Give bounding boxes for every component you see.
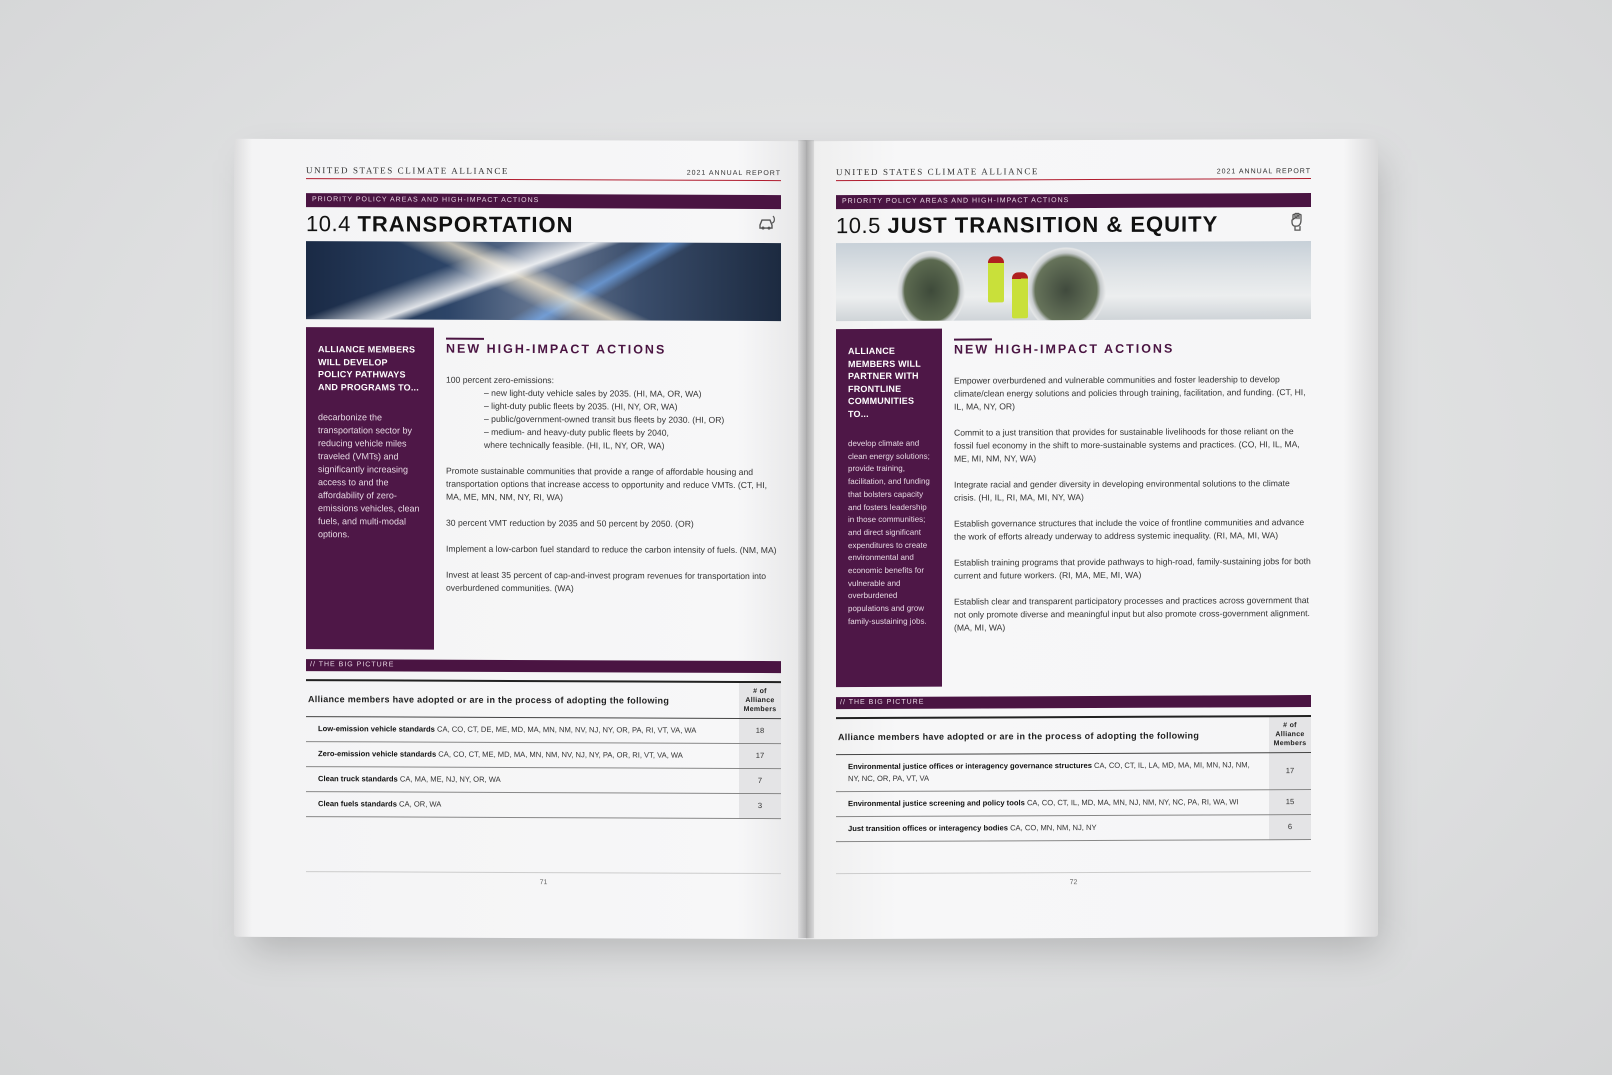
row-states: CA, CO, MN, NM, NJ, NY: [1010, 822, 1097, 833]
table-row: [836, 753, 1311, 792]
running-report: 2021 ANNUAL REPORT: [1216, 168, 1311, 176]
section-title: [836, 211, 1218, 239]
section-number: 10.5: [836, 212, 881, 239]
row-states: CA, MA, ME, NJ, NY, OR, WA: [399, 774, 501, 784]
heading-rule: [954, 338, 992, 340]
action-subitem: – new light-duty vehicle sales by 2035. (HI, MA, OR, WA): [484, 387, 702, 399]
sidebar-box: [306, 327, 434, 650]
left-page: [234, 139, 806, 939]
action-lead: 100 percent zero-emissions:: [446, 374, 554, 386]
sidebar-body: decarbonize the transportation sector by reducing vehicle miles traveled (VMTs) and significantly increasing access to and the affordability of zero-emissions vehicles, clean fuels, and multi-modal options.: [318, 412, 420, 540]
heading-rule: [446, 338, 484, 340]
section-band: PRIORITY POLICY AREAS AND HIGH-IMPACT ACTIONS: [306, 193, 781, 209]
section-number: 10.4: [306, 211, 351, 237]
sidebar-box: [836, 329, 942, 687]
action-item: Establish clear and transparent participatory processes and practices across government that not only promote diverse and meaningful input but also promote cross-government alignment. (MA, MI, WA): [954, 595, 1310, 633]
big-picture-table: [836, 715, 1311, 842]
row-count: 3: [739, 793, 781, 818]
worker-figure: [1012, 272, 1028, 318]
section-name: TRANSPORTATION: [357, 211, 574, 238]
sidebar-lead: ALLIANCE MEMBERS WILL PARTNER WITH FRONTLINE COMMUNITIES TO...: [848, 345, 921, 419]
table-row: [306, 717, 781, 744]
hero-image-highway: [306, 241, 781, 321]
page-number: 72: [836, 871, 1311, 887]
action-item: Commit to a just transition that provides for sustainable livelihoods for those reliant on the fossil fuel economy in the shift to more-sustainable systems and practices. (CO, HI, IL, MA, ME, MI, NM, NY, WA): [954, 426, 1300, 464]
table-row: [836, 815, 1311, 842]
action-item: Implement a low-carbon fuel standard to reduce the carbon intensity of fuels. (NM, MA): [446, 543, 777, 556]
table-row: [306, 767, 781, 794]
sidebar-lead: ALLIANCE MEMBERS WILL DEVELOP POLICY PATHWAYS AND PROGRAMS TO...: [318, 344, 419, 393]
running-org: UNITED STATES CLIMATE ALLIANCE: [306, 165, 510, 176]
table-row: [306, 742, 781, 769]
page-number: 71: [306, 871, 781, 887]
table-header: Alliance members have adopted or are in the process of adopting the following: [836, 716, 1269, 754]
actions-column: [434, 328, 781, 652]
section-band: PRIORITY POLICY AREAS AND HIGH-IMPACT ACTIONS: [836, 193, 1311, 209]
action-subitem: – public/government-owned transit bus fleets by 2030. (HI, OR): [484, 413, 725, 425]
row-count: 17: [1269, 753, 1311, 790]
big-picture-band: // THE BIG PICTURE: [306, 659, 781, 673]
action-item: Integrate racial and gender diversity in developing environmental solutions to the climate crisis. (HI, IL, RI, MA, MI, NY, WA): [954, 478, 1290, 503]
table-row: [306, 792, 781, 819]
actions-column: [942, 327, 1311, 687]
section-title-row: [836, 207, 1311, 243]
hero-image-turbine: [836, 241, 1311, 321]
row-states: CA, CO, CT, ME, MD, MA, MN, NM, NV, NJ, NY, PA, OR, RI, VT, VA, WA: [438, 749, 683, 760]
row-name: Low-emission vehicle standards: [318, 724, 435, 734]
running-org: UNITED STATES CLIMATE ALLIANCE: [836, 166, 1040, 178]
action-item: Empower overburdened and vulnerable communities and foster leadership to develop climate/clean energy solutions and policies through training, facilitation, and funding. (CT, HI, IL, MA, NY, OR): [954, 374, 1306, 412]
action-subitem: – light-duty public fleets by 2035. (HI, NY, OR, WA): [484, 400, 678, 412]
row-name: Zero-emission vehicle standards: [318, 749, 437, 759]
row-states: CA, CO, CT, IL, LA, MD, MA, MI, MN, NJ, NM, NY, NC, OR, PA, VT, VA: [848, 760, 1250, 784]
section-title-row: [306, 207, 781, 243]
actions-heading: NEW HIGH-IMPACT ACTIONS: [954, 341, 1175, 357]
big-picture-table: [306, 679, 781, 819]
running-header: [306, 161, 781, 181]
row-name: Clean fuels standards: [318, 799, 397, 809]
action-item: Invest at least 35 percent of cap-and-invest program revenues for transportation into overburdened communities. (WA): [446, 569, 767, 594]
actions-heading: NEW HIGH-IMPACT ACTIONS: [446, 341, 667, 357]
row-name: Just transition offices or interagency bodies: [848, 823, 1008, 834]
row-states: CA, CO, CT, DE, ME, MD, MA, MN, NM, NV, NJ, NY, OR, PA, RI, VT, VA, WA: [437, 724, 697, 735]
running-header: [836, 161, 1311, 181]
row-states: CA, OR, WA: [399, 799, 442, 809]
row-count: 7: [739, 768, 781, 793]
section-name: JUST TRANSITION & EQUITY: [887, 211, 1219, 238]
table-row: [836, 790, 1311, 817]
row-states: CA, CO, CT, IL, MD, MA, MN, NJ, NM, NY, NC, PA, RI, WA, WI: [1026, 797, 1239, 808]
row-name: Environmental justice offices or interagency governance structures: [848, 761, 1092, 772]
row-name: Environmental justice screening and policy tools: [848, 798, 1025, 809]
car-charging-icon: [757, 213, 777, 239]
action-item: Establish training programs that provide pathways to high-road, family-sustaining jobs for both current and future workers. (RI, MA, ME, MI, WA): [954, 556, 1311, 581]
section-title: [306, 211, 574, 238]
big-picture-band: // THE BIG PICTURE: [836, 695, 1311, 709]
running-report: 2021 ANNUAL REPORT: [686, 169, 781, 178]
row-count: 6: [1269, 815, 1311, 840]
row-count: 17: [739, 743, 781, 768]
table-count-header: # of Alliance Members: [739, 682, 781, 719]
action-subitem: – medium- and heavy-duty public fleets by 2040, where technically feasible. (HI, IL, NY, OR, WA): [484, 426, 669, 451]
action-item: Establish governance structures that include the voice of frontline communities and advance the work of efforts already underway to address systemic inequality. (RI, MA, MI, WA): [954, 517, 1305, 542]
table-count-header: # of Alliance Members: [1269, 716, 1311, 753]
action-item: 30 percent VMT reduction by 2035 and 50 percent by 2050. (OR): [446, 517, 694, 529]
sidebar-body: develop climate and clean energy solutions; provide training, facilitation, and funding that bolsters capacity and fosters leadership in those communities; and direct significant expenditures to create environmental and economic benefits for vulnerable and overburdened populations and grow family-sustaining jobs.: [848, 438, 930, 626]
book-gutter: [798, 140, 814, 938]
action-item: Promote sustainable communities that provide a range of affordable housing and transportation options that increase access to opportunity and reduce VMTs. (CT, HI, MA, ME, MN, NM, NY, RI, WA): [446, 465, 767, 503]
row-count: 15: [1269, 790, 1311, 815]
table-header: Alliance members have adopted or are in the process of adopting the following: [306, 680, 739, 718]
raised-fist-icon: [1289, 211, 1307, 237]
row-name: Clean truck standards: [318, 774, 398, 784]
action-item: [446, 374, 781, 453]
right-page: [806, 139, 1378, 939]
worker-figure: [988, 256, 1004, 302]
row-count: 18: [739, 718, 781, 743]
